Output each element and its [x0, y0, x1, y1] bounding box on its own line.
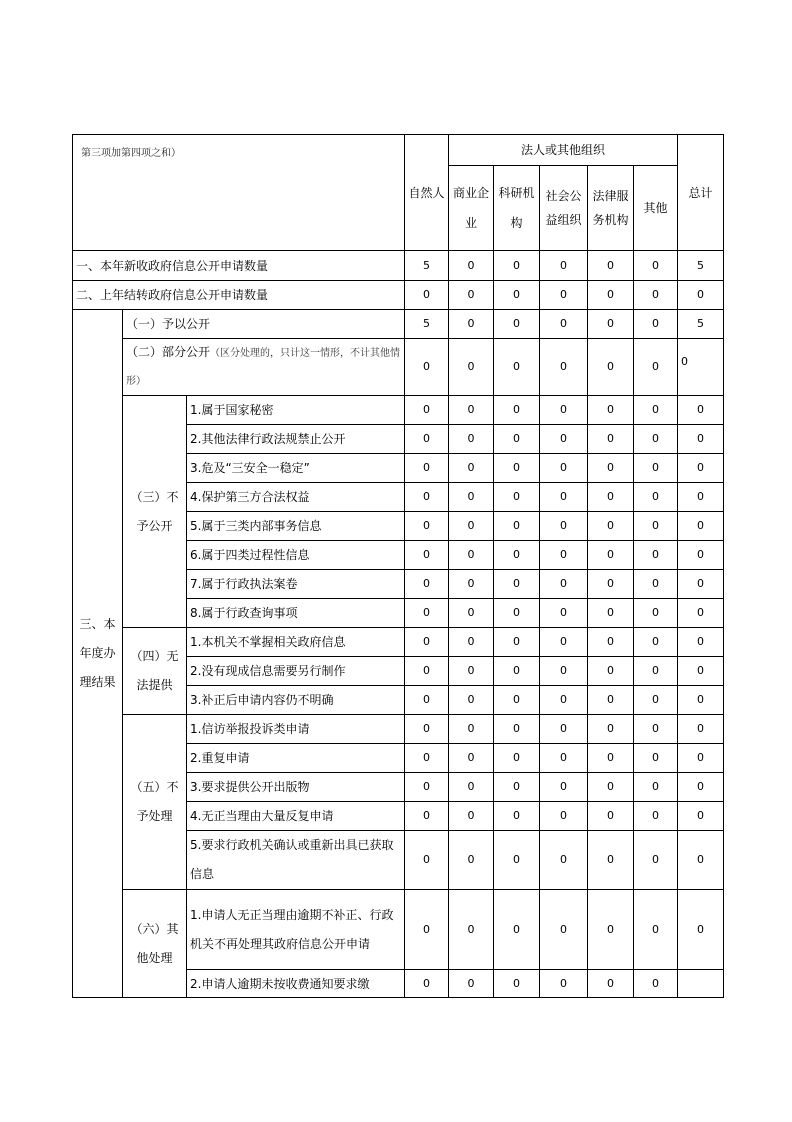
value-cell: 0 [449, 773, 494, 802]
value-cell: 0 [678, 570, 724, 599]
table-row [73, 890, 724, 970]
value-cell: 0 [634, 970, 678, 998]
item-label: 4.保护第三方合法权益 [187, 483, 405, 512]
value-cell: 0 [588, 512, 634, 541]
value-cell: 0 [449, 715, 494, 744]
value-cell: 0 [405, 396, 449, 425]
value-cell: 0 [678, 599, 724, 628]
value-cell: 0 [494, 970, 540, 998]
value-cell: 0 [588, 657, 634, 686]
value-cell: 0 [634, 570, 678, 599]
row-label: 二、上年结转政府信息公开申请数量 [73, 281, 405, 310]
value-cell: 0 [588, 744, 634, 773]
value-cell: 0 [494, 657, 540, 686]
value-cell: 0 [494, 425, 540, 454]
value-cell: 0 [405, 599, 449, 628]
value-cell: 0 [588, 802, 634, 831]
value-cell: 0 [588, 483, 634, 512]
value-cell: 0 [405, 483, 449, 512]
item-label: 1.申请人无正当理由逾期不补正、行政机关不再处理其政府信息公开申请 [187, 890, 405, 970]
value-cell: 0 [588, 251, 634, 281]
item-label: 2.重复申请 [187, 744, 405, 773]
value-cell: 0 [634, 773, 678, 802]
value-cell: 0 [449, 599, 494, 628]
row-label-partial [123, 339, 405, 396]
group-label-e: （五）不予处理 [123, 715, 187, 890]
value-cell: 0 [540, 599, 588, 628]
value-cell: 0 [678, 831, 724, 890]
value-cell: 0 [634, 831, 678, 890]
value-cell: 0 [494, 512, 540, 541]
value-cell: 0 [634, 686, 678, 715]
section-3-label: 三、本年度办理结果 [73, 310, 123, 998]
value-cell: 0 [540, 483, 588, 512]
value-cell: 0 [634, 512, 678, 541]
value-cell: 0 [540, 396, 588, 425]
value-cell: 0 [634, 628, 678, 657]
value-cell: 0 [494, 890, 540, 970]
value-cell: 0 [494, 599, 540, 628]
value-cell: 0 [634, 802, 678, 831]
value-cell: 0 [405, 339, 449, 396]
value-cell: 0 [540, 802, 588, 831]
value-cell: 0 [678, 281, 724, 310]
item-label: 3.危及“三安全一稳定” [187, 454, 405, 483]
value-cell: 0 [449, 425, 494, 454]
value-cell: 0 [634, 425, 678, 454]
value-cell: 0 [634, 541, 678, 570]
item-label: 2.没有现成信息需要另行制作 [187, 657, 405, 686]
item-label: 3.补正后申请内容仍不明确 [187, 686, 405, 715]
value-cell: 0 [588, 339, 634, 396]
value-cell: 5 [678, 251, 724, 281]
value-cell: 0 [678, 454, 724, 483]
value-cell: 0 [494, 570, 540, 599]
value-cell: 0 [405, 802, 449, 831]
value-cell: 0 [449, 541, 494, 570]
value-cell: 0 [405, 970, 449, 998]
value-cell: 0 [449, 512, 494, 541]
value-cell: 0 [494, 251, 540, 281]
value-cell: 0 [678, 715, 724, 744]
value-cell: 0 [634, 657, 678, 686]
table-row [73, 339, 724, 396]
value-cell: 0 [678, 541, 724, 570]
value-cell: 0 [405, 890, 449, 970]
value-cell: 0 [405, 686, 449, 715]
value-cell: 0 [449, 396, 494, 425]
value-cell: 0 [588, 715, 634, 744]
group-label-f: （六）其他处理 [123, 890, 187, 998]
value-cell: 0 [540, 657, 588, 686]
value-cell: 0 [678, 396, 724, 425]
value-cell: 0 [588, 281, 634, 310]
value-cell: 0 [540, 715, 588, 744]
value-cell: 0 [678, 339, 724, 396]
value-cell: 0 [449, 831, 494, 890]
value-cell: 0 [540, 310, 588, 339]
item-label: 4.无正当理由大量反复申请 [187, 802, 405, 831]
value-cell: 0 [588, 454, 634, 483]
group-label-d: （四）无法提供 [123, 628, 187, 715]
value-cell: 0 [449, 628, 494, 657]
value-cell: 0 [540, 831, 588, 890]
value-cell: 0 [494, 483, 540, 512]
value-cell: 0 [405, 281, 449, 310]
value-cell: 0 [405, 425, 449, 454]
value-cell: 0 [588, 773, 634, 802]
value-cell: 0 [588, 599, 634, 628]
table-row [73, 310, 724, 339]
value-cell: 0 [494, 744, 540, 773]
value-cell: 0 [678, 628, 724, 657]
value-cell: 0 [494, 396, 540, 425]
value-cell: 0 [449, 970, 494, 998]
value-cell: 0 [634, 396, 678, 425]
partial-open-note: （区分处理的，只计这一情形，不计其他情形） [126, 348, 401, 387]
value-cell: 0 [678, 425, 724, 454]
header-business: 商业企业 [449, 166, 494, 251]
value-cell: 0 [405, 628, 449, 657]
item-label: 1.本机关不掌握相关政府信息 [187, 628, 405, 657]
value-cell: 0 [678, 773, 724, 802]
disclosure-statistics-table [72, 134, 724, 998]
value-cell: 0 [588, 970, 634, 998]
value-cell: 0 [405, 512, 449, 541]
header-research: 科研机构 [494, 166, 540, 251]
value-cell: 0 [449, 657, 494, 686]
value-cell: 0 [540, 628, 588, 657]
value-cell: 0 [540, 251, 588, 281]
value-cell: 0 [634, 715, 678, 744]
item-label: 2.申请人逾期未按收费通知要求缴 [187, 970, 405, 998]
value-cell: 0 [449, 744, 494, 773]
item-label: 3.要求提供公开出版物 [187, 773, 405, 802]
value-cell: 0 [678, 657, 724, 686]
value-cell: 0 [678, 686, 724, 715]
group-label-c: （三）不予公开 [123, 396, 187, 628]
value-cell: 0 [405, 570, 449, 599]
value-cell: 5 [405, 310, 449, 339]
value-cell: 0 [678, 744, 724, 773]
value-cell: 0 [540, 541, 588, 570]
row-label: 一、本年新收政府信息公开申请数量 [73, 251, 405, 281]
header-legal-group: 法人或其他组织 [449, 135, 678, 166]
value-cell: 0 [540, 686, 588, 715]
value-cell: 0 [405, 831, 449, 890]
value-cell: 0 [588, 310, 634, 339]
value-cell: 0 [405, 454, 449, 483]
value-cell: 0 [449, 802, 494, 831]
corner-note: 第三项加第四项之和） [73, 135, 405, 251]
header-legal-service: 法律服务机构 [588, 166, 634, 251]
value-cell: 0 [540, 570, 588, 599]
value-cell: 0 [634, 483, 678, 512]
value-cell: 0 [634, 744, 678, 773]
value-cell: 0 [634, 599, 678, 628]
value-cell: 5 [405, 251, 449, 281]
value-cell: 0 [588, 628, 634, 657]
header-total: 总计 [678, 135, 724, 251]
value-cell: 0 [540, 970, 588, 998]
table-row [73, 281, 724, 310]
value-cell: 0 [634, 454, 678, 483]
header-other: 其他 [634, 166, 678, 251]
value-cell: 0 [494, 281, 540, 310]
value-cell: 0 [449, 570, 494, 599]
value-cell: 0 [449, 890, 494, 970]
value-cell: 0 [494, 773, 540, 802]
partial-open-label: （二）部分公开 [126, 345, 211, 359]
value-cell: 0 [405, 744, 449, 773]
value-cell [678, 970, 724, 998]
item-label: 1.属于国家秘密 [187, 396, 405, 425]
header-natural-person: 自然人 [405, 135, 449, 251]
table-row [73, 628, 724, 657]
value-cell: 0 [494, 831, 540, 890]
value-cell: 0 [540, 425, 588, 454]
value-cell: 0 [449, 281, 494, 310]
value-cell: 0 [634, 281, 678, 310]
value-cell: 0 [634, 339, 678, 396]
value-cell: 0 [634, 890, 678, 970]
value-cell: 0 [494, 686, 540, 715]
value-cell: 0 [540, 281, 588, 310]
value-cell: 0 [405, 715, 449, 744]
item-label: 5.属于三类内部事务信息 [187, 512, 405, 541]
value-cell: 0 [405, 657, 449, 686]
value-cell: 0 [678, 890, 724, 970]
value-cell: 0 [494, 802, 540, 831]
value-cell: 0 [540, 890, 588, 970]
value-cell: 0 [494, 628, 540, 657]
value-cell: 0 [588, 570, 634, 599]
table-row [73, 715, 724, 744]
value-cell: 0 [678, 802, 724, 831]
value-cell: 0 [494, 310, 540, 339]
item-label: 2.其他法律行政法规禁止公开 [187, 425, 405, 454]
table-row [73, 251, 724, 281]
value-cell: 0 [405, 541, 449, 570]
table-row [73, 396, 724, 425]
item-label: 5.要求行政机关确认或重新出具已获取信息 [187, 831, 405, 890]
header-public-welfare: 社会公益组织 [540, 166, 588, 251]
value-cell: 0 [449, 454, 494, 483]
value-cell: 0 [540, 744, 588, 773]
value-cell: 0 [540, 512, 588, 541]
value-cell: 0 [494, 715, 540, 744]
value-cell: 0 [588, 425, 634, 454]
value-cell: 0 [678, 512, 724, 541]
value-cell: 0 [494, 339, 540, 396]
value-cell: 0 [588, 831, 634, 890]
value-cell: 0 [634, 310, 678, 339]
item-label: 1.信访举报投诉类申请 [187, 715, 405, 744]
value-cell: 0 [449, 483, 494, 512]
value-cell: 0 [588, 541, 634, 570]
value-cell: 0 [405, 773, 449, 802]
item-label: 7.属于行政执法案卷 [187, 570, 405, 599]
value-cell: 0 [449, 310, 494, 339]
value-cell: 0 [634, 251, 678, 281]
value-cell: 0 [449, 339, 494, 396]
value-cell: 0 [540, 773, 588, 802]
value-cell: 0 [494, 541, 540, 570]
value-cell: 0 [678, 483, 724, 512]
value-cell: 0 [449, 686, 494, 715]
value-cell: 0 [588, 890, 634, 970]
row-label: （一）予以公开 [123, 310, 405, 339]
item-label: 6.属于四类过程性信息 [187, 541, 405, 570]
item-label: 8.属于行政查询事项 [187, 599, 405, 628]
value-cell: 5 [678, 310, 724, 339]
value-cell: 0 [540, 454, 588, 483]
value-cell: 0 [588, 686, 634, 715]
value-cell: 0 [588, 396, 634, 425]
value-cell: 0 [494, 454, 540, 483]
value-cell: 0 [449, 251, 494, 281]
value-cell: 0 [540, 339, 588, 396]
